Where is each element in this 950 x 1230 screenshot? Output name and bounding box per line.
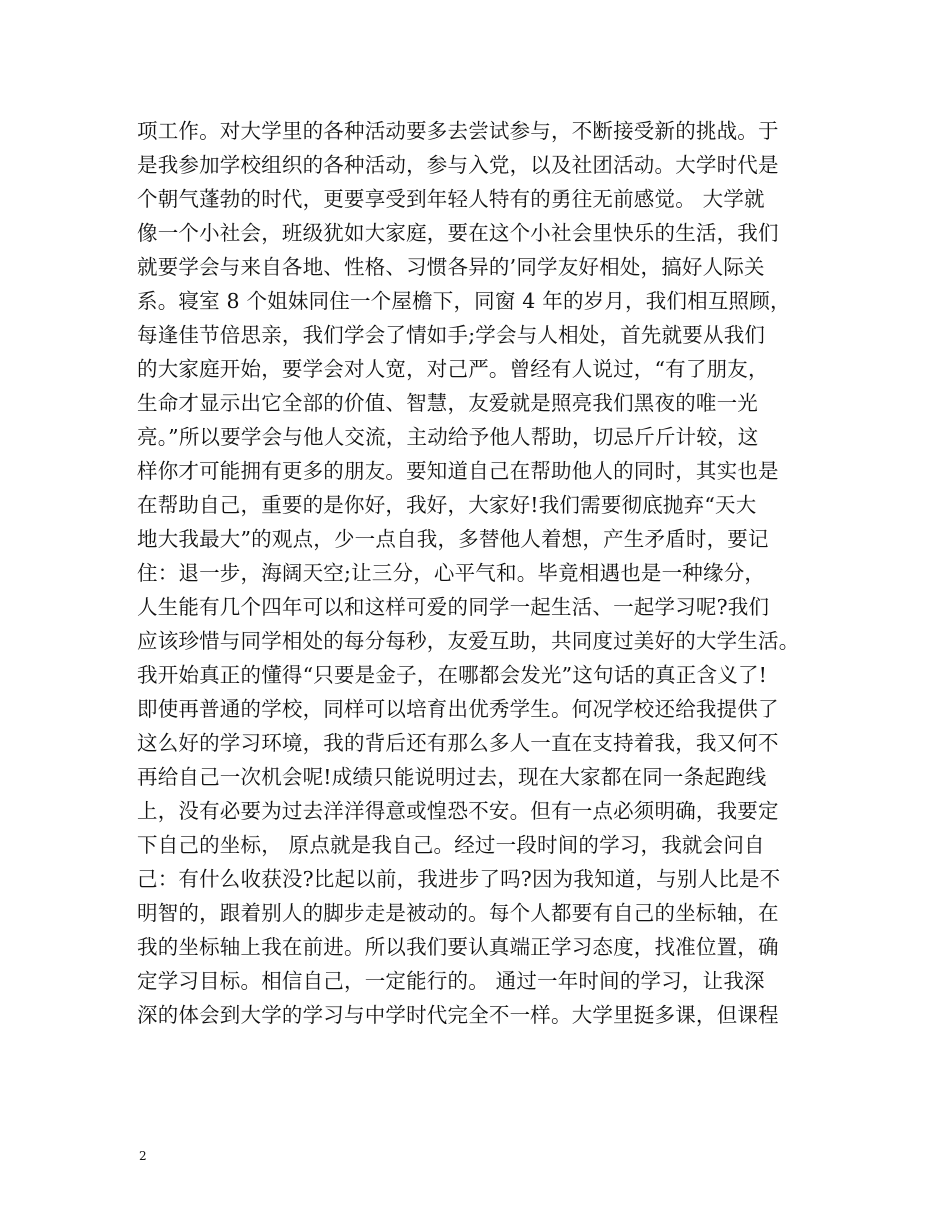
text-line: 我开始真正的懂得“只要是金子，在哪都会发光”这句话的真正含义了! <box>137 663 768 687</box>
text-line: 定学习目标。相信自己，一定能行的。 通过一年时间的学习，让我深 <box>137 969 765 993</box>
text-line: 己：有什么收获没?比起以前，我进步了吗?因为我知道，与别人比是不 <box>137 867 781 891</box>
text-line: 是我参加学校组织的各种活动，参与入党，以及社团活动。大学时代是 <box>137 153 779 177</box>
page-number: 2 <box>139 1149 147 1163</box>
text-line: 个朝气蓬勃的时代，更要享受到年轻人特有的勇往无前感觉。 大学就 <box>137 187 765 211</box>
text-line: 即使再普通的学校，同样可以培育出优秀学生。何况学校还给我提供了 <box>137 697 779 721</box>
text-line: 我的坐标轴上我在前进。所以我们要认真端正学习态度，找准位置，确 <box>137 935 779 959</box>
text-line: 就要学会与来自各地、性格、习惯各异的’同学友好相处，搞好人际关 <box>137 255 765 279</box>
text-line: 下自己的坐标， 原点就是我自己。经过一段时间的学习，我就会问自 <box>137 833 765 857</box>
text-line: 系。寝室 8 个姐妹同住一个屋檐下，同窗 4 年的岁月，我们相互照顾， <box>137 289 791 313</box>
text-line: 项工作。对大学里的各种活动要多去尝试参与，不断接受新的挑战。于 <box>137 119 779 143</box>
text-line: 人生能有几个四年可以和这样可爱的同学一起生活、一起学习呢?我们 <box>137 595 770 619</box>
text-line: 每逢佳节倍思亲，我们学会了情如手;学会与人相处，首先就要从我们 <box>137 323 766 347</box>
text-line: 在帮助自己，重要的是你好，我好，大家好!我们需要彻底抛弃“天大 <box>137 493 757 517</box>
body-text <box>137 114 837 1032</box>
text-line: 的大家庭开始，要学会对人宽，对己严。曾经有人说过，“有了朋友， <box>137 357 769 381</box>
text-line: 明智的，跟着别人的脚步走是被动的。每个人都要有自己的坐标轴，在 <box>137 901 779 925</box>
text-line: 像一个小社会，班级犹如大家庭，要在这个小社会里快乐的生活，我们 <box>137 221 779 245</box>
text-line: 住：退一步，海阔天空;让三分，心平气和。毕竟相遇也是一种缘分， <box>137 561 766 585</box>
text-line: 生命才显示出它全部的价值、智慧，友爱就是照亮我们黑夜的唯一光 <box>137 391 758 415</box>
text-line: 地大我最大”的观点，少一点自我，多替他人着想，产生矛盾时，要记 <box>137 527 769 551</box>
text-line: 再给自己一次机会呢!成绩只能说明过去，现在大家都在同一条起跑线 <box>137 765 767 789</box>
text-line: 这么好的学习环境，我的背后还有那么多人一直在支持着我，我又何不 <box>137 731 779 755</box>
text-line: 上，没有必要为过去洋洋得意或惶恐不安。但有一点必须明确，我要定 <box>137 799 779 823</box>
text-line: 深的体会到大学的学习与中学时代完全不一样。大学里挺多课，但课程 <box>137 1003 779 1027</box>
text-line: 样你才可能拥有更多的朋友。要知道自己在帮助他人的同时，其实也是 <box>137 459 779 483</box>
text-line: 应该珍惜与同学相处的每分每秒，友爱互助，共同度过美好的大学生活。 <box>137 629 800 653</box>
text-line: 亮。”所以要学会与他人交流，主动给予他人帮助，切忌斤斤计较，这 <box>137 425 759 449</box>
